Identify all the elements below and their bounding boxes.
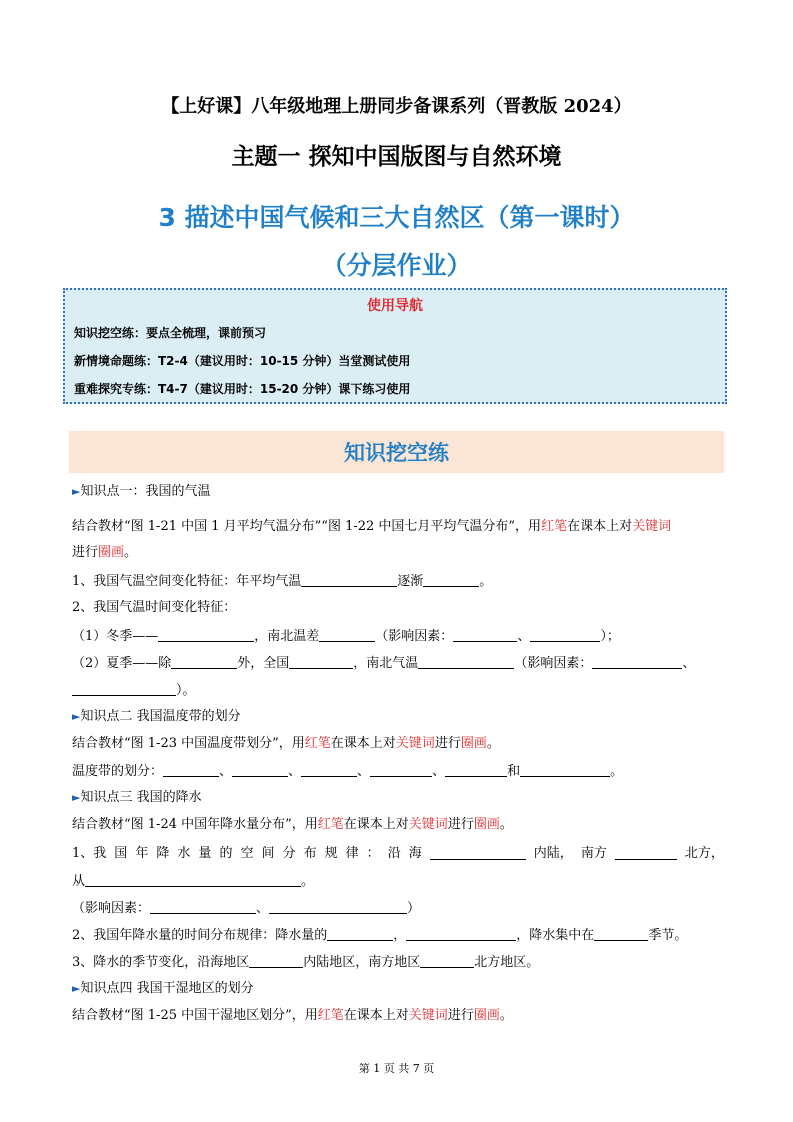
answer-blank[interactable] bbox=[615, 846, 677, 860]
answer-blank[interactable] bbox=[594, 927, 648, 941]
answer-blank[interactable] bbox=[249, 954, 303, 968]
answer-blank[interactable] bbox=[520, 763, 610, 777]
answer-blank[interactable] bbox=[171, 655, 237, 669]
red-pen-text: 红笔 bbox=[541, 519, 568, 534]
question-line-justified: 1、我 国 年 降 水 量 的 空 间 分 布 规 律 ： 沿 海 内陆， 南方 北方， bbox=[72, 846, 724, 861]
question-line: 温度带的划分： 、 、 、 、 和 。 bbox=[72, 764, 624, 779]
instruction-line: 结合教材“图 1-24 中国年降水量分布”，用红笔在课本上对关键词进行圈画。 bbox=[72, 817, 513, 832]
answer-blank[interactable] bbox=[301, 573, 397, 587]
keyword-text: 关键词 bbox=[408, 1008, 448, 1023]
question-line: 2、我国气温时间变化特征： bbox=[72, 600, 237, 615]
answer-blank[interactable] bbox=[418, 655, 514, 669]
answer-blank[interactable] bbox=[453, 628, 517, 642]
page-number: 1 bbox=[373, 1062, 381, 1075]
answer-blank[interactable] bbox=[72, 682, 176, 696]
red-pen-text: 红笔 bbox=[317, 817, 344, 832]
question-line: 2、我国年降水量的时间分布规律：降水量的 ， ，降水集中在 季节。 bbox=[72, 928, 688, 943]
answer-blank[interactable] bbox=[232, 763, 288, 777]
question-line: 1、我国气温空间变化特征：年平均气温 逐渐 。 bbox=[72, 574, 493, 589]
answer-blank[interactable] bbox=[158, 628, 254, 642]
instruction-line-cont: 进行圈画。 bbox=[72, 545, 138, 560]
series-title: 【上好课】八年级地理上册同步备课系列（晋教版 2024） bbox=[161, 96, 632, 117]
answer-blank[interactable] bbox=[269, 900, 407, 914]
triangle-bullet-icon: ► bbox=[72, 791, 81, 804]
answer-blank[interactable] bbox=[289, 655, 353, 669]
red-pen-text: 红笔 bbox=[317, 1008, 344, 1023]
lesson-title: 3 描述中国气候和三大自然区（第一课时） bbox=[158, 203, 635, 232]
instruction-line: 结合教材“图 1-23 中国温度带划分”，用红笔在课本上对关键词进行圈画。 bbox=[72, 736, 500, 751]
section-heading: 知识挖空练 bbox=[69, 431, 724, 473]
question-line: 3、降水的季节变化，沿海地区 内陆地区，南方地区 北方地区。 bbox=[72, 955, 540, 970]
question-line: （1）冬季—— ，南北温差 （影响因素： 、 ）； bbox=[72, 629, 620, 644]
instruction-line: 结合教材“图 1-21 中国 1 月平均气温分布”“图 1-22 中国七月平均气温分布”，用红笔在课本上对关键词 bbox=[72, 519, 672, 534]
knowledge-point-heading: ►知识点三 我国的降水 bbox=[72, 790, 202, 805]
triangle-bullet-icon: ► bbox=[72, 485, 81, 498]
triangle-bullet-icon: ► bbox=[72, 710, 81, 723]
answer-blank[interactable] bbox=[530, 628, 600, 642]
circle-text: 圈画 bbox=[98, 545, 125, 560]
navigation-line: 新情境命题练：T2-4（建议用时：10-15 分钟）当堂测试使用 bbox=[74, 354, 411, 368]
answer-blank[interactable] bbox=[592, 655, 682, 669]
answer-blank[interactable] bbox=[319, 628, 375, 642]
circle-text: 圈画 bbox=[473, 817, 500, 832]
answer-blank[interactable] bbox=[85, 873, 301, 887]
answer-blank[interactable] bbox=[430, 846, 526, 860]
question-line-cont: ）。 bbox=[72, 682, 196, 699]
triangle-bullet-icon: ► bbox=[72, 982, 81, 995]
keyword-text: 关键词 bbox=[408, 817, 448, 832]
total-pages: 7 bbox=[412, 1062, 420, 1075]
answer-blank[interactable] bbox=[370, 763, 432, 777]
knowledge-point-heading: ►知识点一：我国的气温 bbox=[72, 484, 211, 499]
circle-text: 圈画 bbox=[473, 1008, 500, 1023]
knowledge-point-heading: ►知识点四 我国干湿地区的划分 bbox=[72, 981, 254, 996]
instruction-line: 结合教材“图 1-25 中国干湿地区划分”，用红笔在课本上对关键词进行圈画。 bbox=[72, 1008, 513, 1023]
answer-blank[interactable] bbox=[423, 573, 479, 587]
lesson-subtitle: （分层作业） bbox=[321, 251, 472, 280]
red-pen-text: 红笔 bbox=[304, 736, 331, 751]
keyword-text: 关键词 bbox=[632, 519, 672, 534]
navigation-line: 重难探究专练：T4-7（建议用时：15-20 分钟）课下练习使用 bbox=[74, 382, 411, 396]
usage-navigation-box bbox=[63, 288, 727, 404]
keyword-text: 关键词 bbox=[395, 736, 435, 751]
question-line: （2）夏季——除 外，全国 ，南北气温 （影响因素： 、 bbox=[72, 656, 696, 671]
answer-blank[interactable] bbox=[445, 763, 507, 777]
circle-text: 圈画 bbox=[460, 736, 487, 751]
answer-blank[interactable] bbox=[406, 927, 516, 941]
answer-blank[interactable] bbox=[301, 763, 357, 777]
navigation-title: 使用导航 bbox=[367, 298, 423, 314]
answer-blank[interactable] bbox=[327, 927, 393, 941]
answer-blank[interactable] bbox=[420, 954, 474, 968]
answer-blank[interactable] bbox=[150, 900, 256, 914]
navigation-line: 知识挖空练：要点全梳理，课前预习 bbox=[74, 326, 267, 340]
question-line-cont: （影响因素： 、 ） bbox=[72, 901, 421, 916]
question-line-cont: 从 。 bbox=[72, 874, 315, 889]
page-footer: 第 1 页 共 7 页 bbox=[358, 1062, 435, 1075]
theme-title: 主题一 探知中国版图与自然环境 bbox=[231, 144, 562, 170]
answer-blank[interactable] bbox=[163, 763, 219, 777]
knowledge-point-heading: ►知识点二 我国温度带的划分 bbox=[72, 709, 241, 724]
